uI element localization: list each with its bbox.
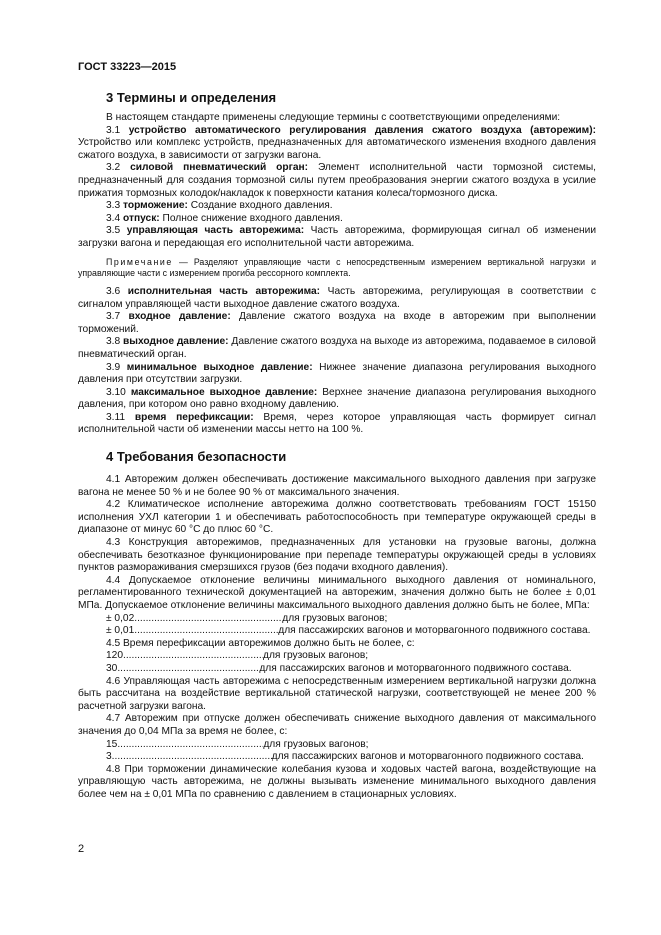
list-item: [78, 663, 596, 676]
term-3-10: [78, 387, 596, 412]
term-3-8: [78, 336, 596, 361]
note-text: — Разделяют управляющие части с непосредственным измерением вертикальной нагрузки и управляющие части с измерением прогиба рессорного комплекта.: [78, 256, 596, 278]
term-definition: Устройство или комплекс устройств, предназначенных для автоматического изменения входного давления сжатого воздуха, в зависимости от загрузки вагона.: [78, 137, 596, 161]
term-definition: Создание входного давления.: [187, 200, 333, 212]
dot-leader: [117, 739, 263, 752]
term-3-2: [78, 162, 596, 200]
term-name: торможение:: [123, 200, 188, 212]
term-3-4: [78, 213, 596, 226]
term-3-1: [78, 125, 596, 163]
term-name: отпуск:: [123, 212, 160, 224]
term-definition: Элемент исполнительной части тормозной системы, предназначенный для создания тормозной силы путем преобразования энергии сжатого воздуха в усилие прижатия тормозных колодок/накладок к поверхности катания колеса/тормозного диска.: [78, 162, 596, 199]
section-3-intro: В настоящем стандарте применены следующие термины с соответствующими определениями:: [106, 112, 561, 123]
dot-leader: [123, 650, 263, 663]
note: [78, 257, 596, 279]
list-description: для пассажирских вагонов и моторвагонного подвижного состава.: [259, 662, 572, 674]
dot-leader: [134, 625, 278, 638]
clause-4-7: 4.7 Авторежим при отпуске должен обеспечивать снижение выходного давления от максимального значения до 0,04 МПа за время не более, с:: [78, 713, 596, 737]
document-header-code: ГОСТ 33223—2015: [78, 61, 177, 73]
term-definition: Верхнее значение диапазона регулирования выходного давления, при котором оно равно входному давлению.: [78, 386, 596, 411]
term-definition: Нижнее значение диапазона регулирования выходного давления при отсутствии загрузки.: [78, 361, 596, 386]
dot-leader: [134, 613, 282, 626]
term-definition: Время, через которое управляющая часть формирует сигнал исполнительной части об изменении массы нетто на 100 %.: [78, 411, 597, 436]
term-number: 3.10: [106, 386, 131, 398]
list-description: для пассажирских вагонов и моторвагонного подвижного состава.: [271, 751, 584, 763]
term-number: 3.1: [106, 124, 129, 136]
list-item: [78, 613, 596, 626]
section-3-title: 3 Термины и определения: [106, 90, 277, 105]
note-label: Примечание: [106, 256, 173, 267]
clause-4-4: 4.4 Допускаемое отклонение величины минимального выходного давления от номинального, регламентированного технической документацией на авторежим, значения должно быть не более ± 0,01 МПа. Допускаемое отклонение величины максимального выходного давления должно быть не более, МПа:: [78, 574, 596, 611]
term-3-5: [78, 225, 596, 250]
term-3-7: [78, 311, 596, 336]
term-name: минимальное выходное давление:: [126, 361, 313, 373]
section-4-title: 4 Требования безопасности: [106, 449, 287, 465]
list-value: 15: [106, 738, 118, 750]
term-name: максимальное выходное давление:: [130, 386, 318, 398]
list-value: 3: [106, 751, 112, 763]
term-definition: Давление сжатого воздуха на входе в авторежим при выполнении торможений.: [78, 311, 596, 335]
list-description: для грузовых вагонов;: [263, 738, 369, 750]
term-number: 3.8: [106, 336, 124, 348]
term-name: выходное давление:: [123, 336, 229, 348]
list-item: [78, 625, 596, 638]
list-value: 120: [106, 650, 123, 662]
list-value: ± 0,01: [106, 625, 135, 637]
clause-4-2: 4.2 Климатическое исполнение авторежима должно соответствовать требованиям ГОСТ 15150 исполнения УХЛ категории 1 и обеспечивать работоспособность при температуре окружающей среды в диапазоне от минус 60 °С до плюс 60 °С.: [78, 499, 596, 536]
term-definition: Часть авторежима, формирующая сигнал об изменении загрузки вагона и передающая его исполнительной части авторежима.: [78, 225, 597, 249]
list-value: 30: [106, 662, 118, 674]
dot-leader: [112, 751, 272, 764]
page-content: [78, 90, 596, 802]
term-name: силовой пневматический орган:: [130, 162, 309, 174]
term-name: исполнительная часть авторежима:: [127, 285, 321, 297]
term-3-9: [78, 362, 596, 387]
list-description: для пассажирских вагонов и моторвагонного подвижного состава.: [278, 625, 591, 637]
clause-4-8: 4.8 При торможении динамические колебания кузова и ходовых частей вагона, воздействующие на управляющую часть авторежима, не должны вызывать изменение минимального выходного давления более чем на ± 0,01 МПа по сравнению с давлением в стационарных условиях.: [78, 763, 596, 800]
term-number: 3.2: [106, 162, 131, 174]
term-number: 3.4: [106, 212, 123, 224]
term-number: 3.7: [106, 311, 129, 323]
list-value: ± 0,02: [106, 612, 135, 624]
list-item: [78, 650, 596, 663]
list-item: [78, 751, 596, 764]
term-number: 3.9: [106, 361, 127, 373]
term-number: 3.3: [106, 200, 123, 212]
term-number: 3.11: [106, 411, 135, 423]
clause-4-6: 4.6 Управляющая часть авторежима с непосредственным измерением вертикальной нагрузки должна быть рассчитана на воздействие вертикальной статической нагрузки, соответствующей не менее 200 % расчетной загрузки вагона.: [78, 675, 596, 712]
list-description: для грузовых вагонов;: [282, 612, 388, 624]
list-description: для грузовых вагонов;: [263, 650, 369, 662]
term-definition: Давление сжатого воздуха на выходе из авторежима, подаваемое в силовой пневматический орган.: [78, 336, 597, 360]
term-number: 3.6: [106, 285, 128, 297]
clause-4-1: 4.1 Авторежим должен обеспечивать достижение максимального выходного давления при загрузке вагона не менее 50 % и не более 90 % от максимального значения.: [78, 474, 596, 498]
term-3-6: [78, 286, 596, 311]
clause-4-3: 4.3 Конструкция авторежимов, предназначенных для установки на грузовые вагоны, должна обеспечивать безотказное функционирование при перепаде температуры окружающей среды в условиях пунктов размораживания смерзшихся грузов (без подачи входного давления).: [78, 537, 596, 574]
list-item: [78, 739, 596, 752]
term-name: входное давление:: [128, 311, 231, 323]
term-definition: Полное снижение входного давления.: [159, 212, 343, 224]
clause-4-5: 4.5 Время перефиксации авторежимов должно быть не более, с:: [106, 637, 415, 649]
term-name: время перефиксации:: [134, 411, 254, 423]
term-3-3: [78, 200, 596, 213]
term-name: устройство автоматического регулирования давления сжатого воздуха (авторежим):: [128, 124, 596, 136]
page-number: 2: [78, 843, 85, 855]
term-definition: Часть авторежима, регулирующая в соответствии с сигналом управляющей части выходное давление сжатого воздуха.: [78, 285, 596, 310]
dot-leader: [117, 663, 259, 676]
term-number: 3.5: [106, 225, 127, 237]
term-3-11: [78, 412, 596, 437]
term-name: управляющая часть авторежима:: [126, 225, 305, 237]
